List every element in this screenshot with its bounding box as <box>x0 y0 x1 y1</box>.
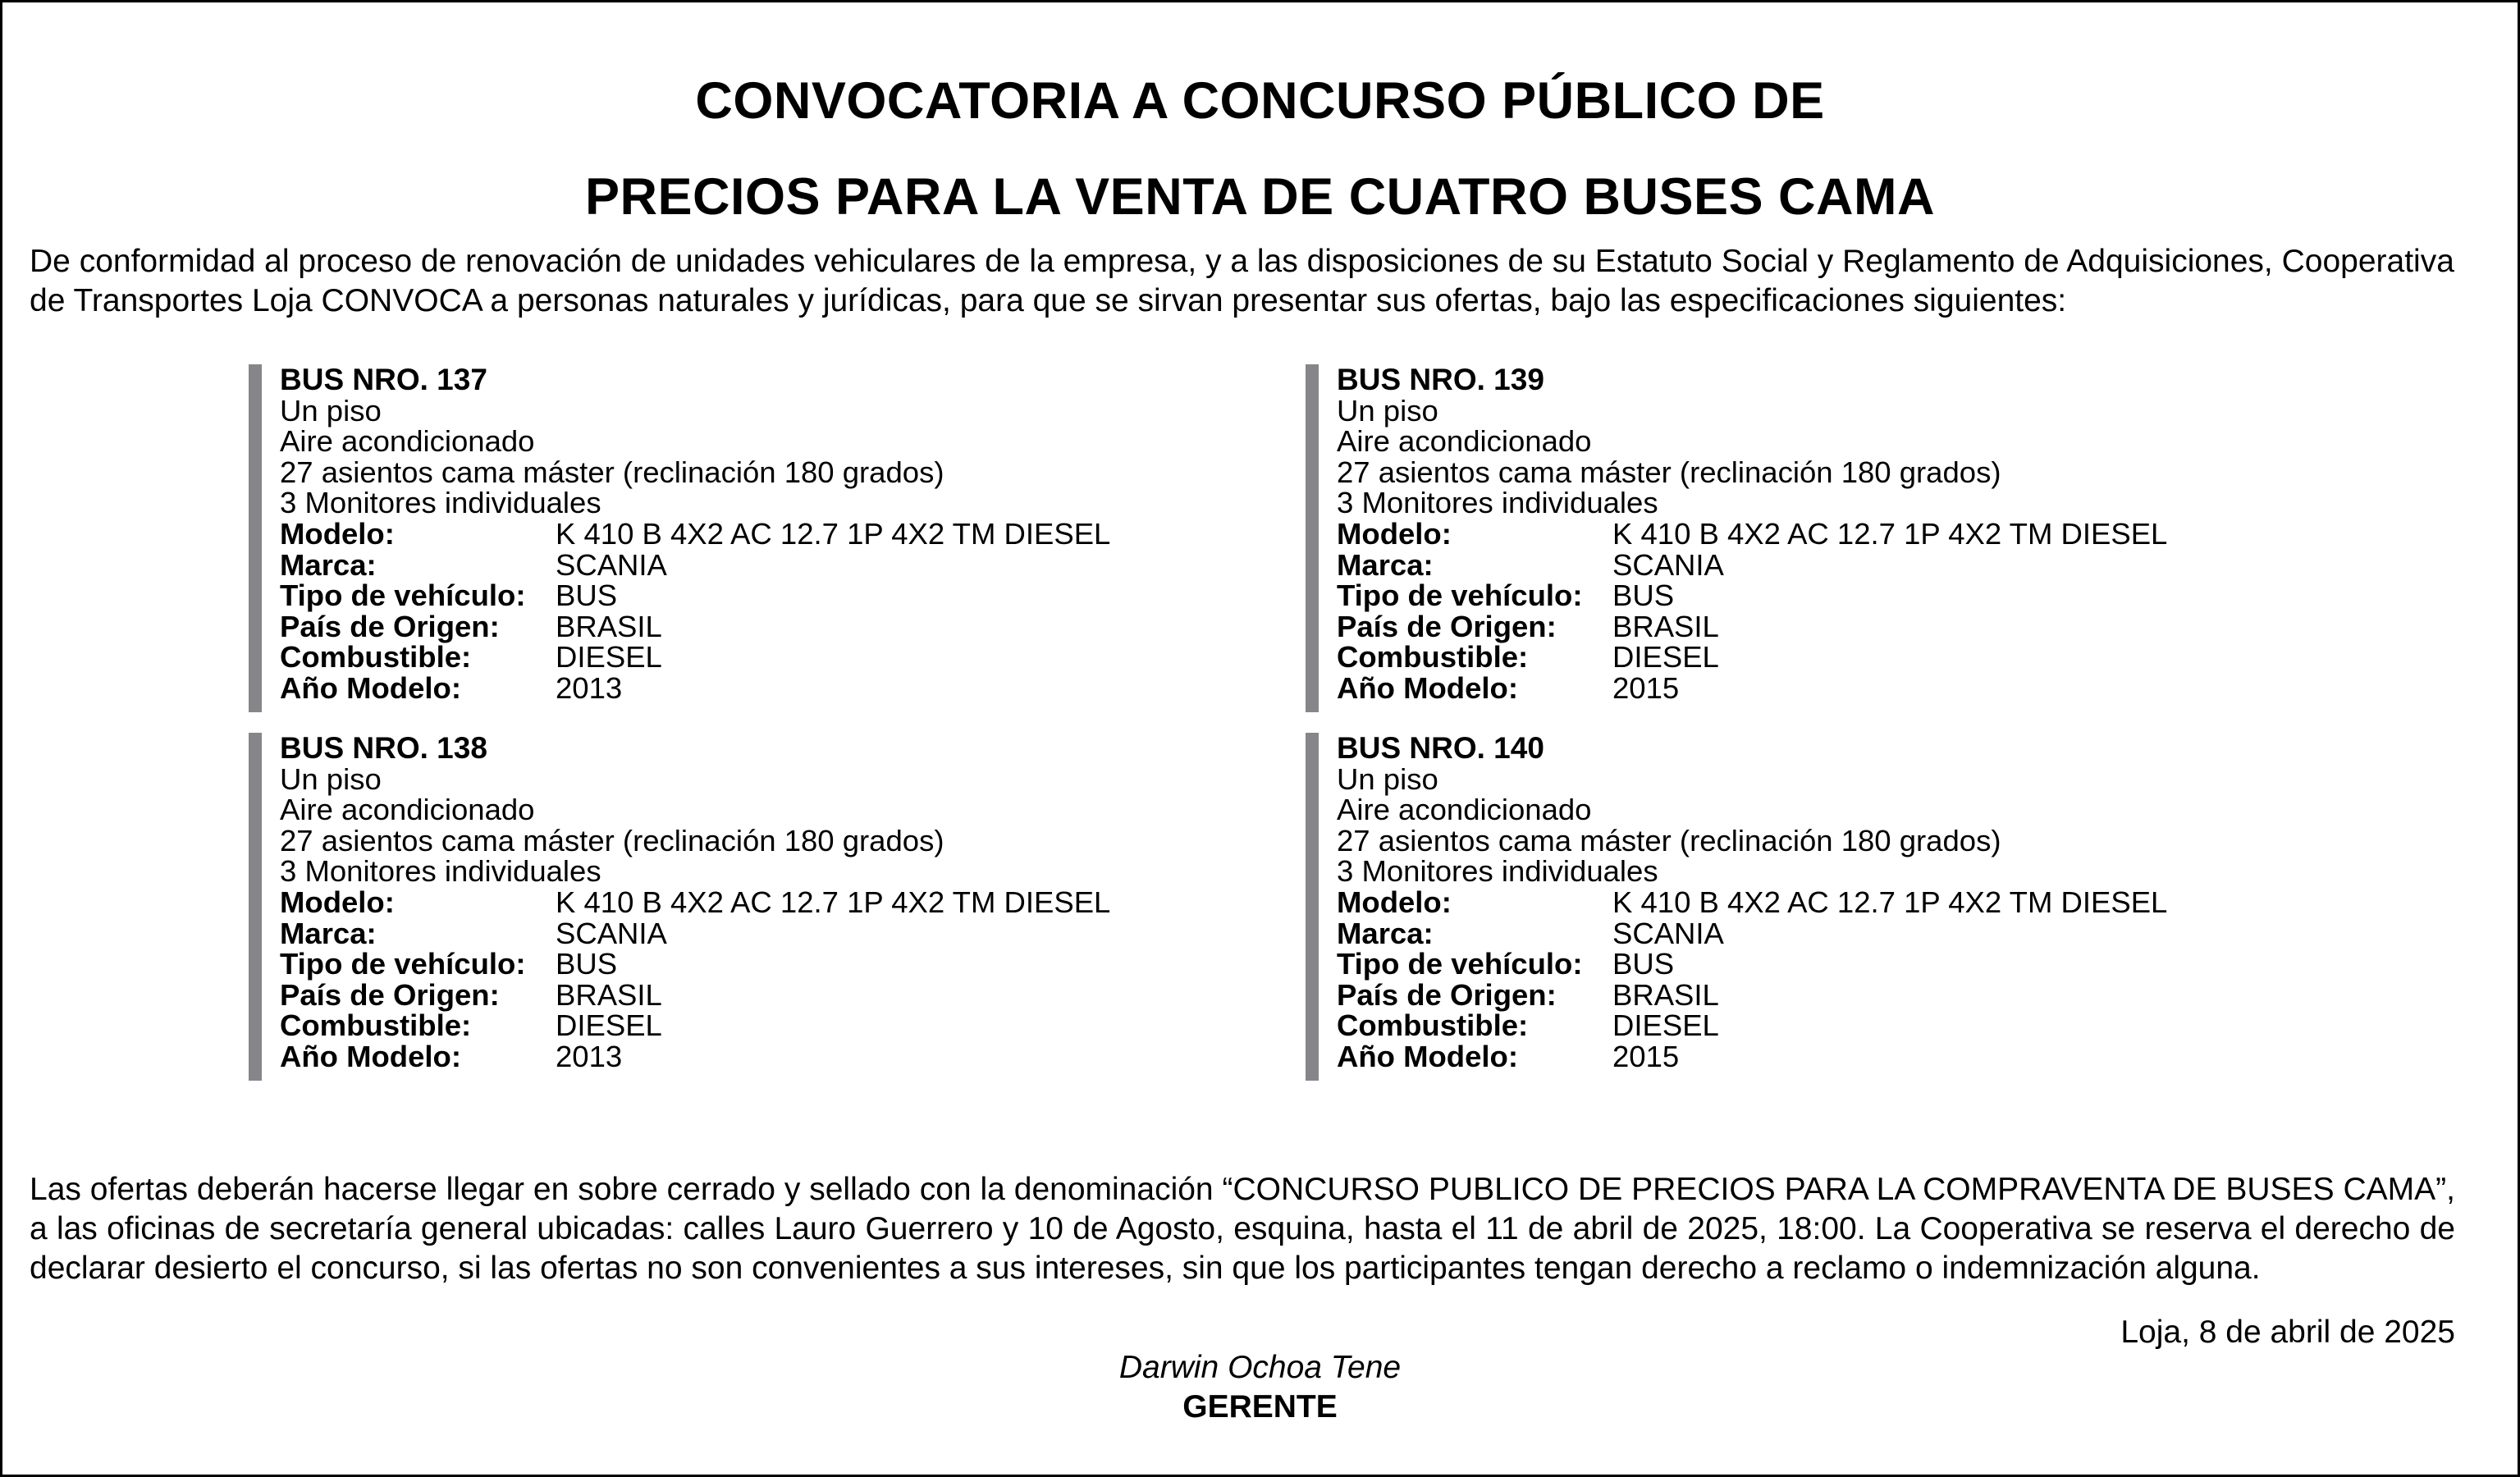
spec-label: Combustible: <box>280 1008 472 1043</box>
spec-label: Marca: <box>1337 547 1434 582</box>
title-line-1: CONVOCATORIA A CONCURSO PÚBLICO DE <box>695 72 1825 130</box>
feature-line: 3 Monitores individuales <box>280 486 601 520</box>
spec-label: País de Origen: <box>1337 609 1557 643</box>
bus-name: BUS NRO. 140 <box>1337 731 1544 765</box>
spec-value: K 410 B 4X2 AC 12.7 1P 4X2 TM DIESEL <box>1612 885 2168 919</box>
spec-value: K 410 B 4X2 AC 12.7 1P 4X2 TM DIESEL <box>1612 516 2168 551</box>
spec-label: Tipo de vehículo: <box>1337 578 1583 613</box>
spec-label: Año Modelo: <box>280 1039 461 1073</box>
bus-name: BUS NRO. 137 <box>280 363 487 396</box>
spec-value: BUS <box>1612 947 1675 981</box>
spec-value: 2013 <box>556 1039 623 1073</box>
spec-label: Año Modelo: <box>1337 670 1518 705</box>
spec-row-anio <box>280 670 1192 705</box>
place-date: Loja, 8 de abril de 2025 <box>2120 1315 2455 1350</box>
feature-line: Aire acondicionado <box>1337 424 1592 459</box>
bus-card-139 <box>1306 364 2249 712</box>
spec-row-modelo <box>1337 887 2249 918</box>
spec-value: BRASIL <box>556 609 662 643</box>
spec-value: 2015 <box>1612 1039 1680 1073</box>
feature-line: Aire acondicionado <box>1337 793 1592 827</box>
spec-label: Combustible: <box>280 640 472 674</box>
feature-line: Aire acondicionado <box>280 424 535 459</box>
spec-value: BUS <box>1612 578 1675 613</box>
bus-card-137 <box>249 364 1192 712</box>
spec-label: País de Origen: <box>280 977 500 1012</box>
spec-value: 2013 <box>556 670 623 705</box>
spec-value: DIESEL <box>1612 1008 1719 1043</box>
feature-line: Un piso <box>280 761 382 796</box>
spec-row-marca <box>280 547 1192 582</box>
spec-row-anio <box>1337 1041 2249 1072</box>
spec-value: 2015 <box>1612 670 1680 705</box>
feature-line: Aire acondicionado <box>280 793 535 827</box>
spec-label: Combustible: <box>1337 1008 1529 1043</box>
spec-value: BRASIL <box>556 977 662 1012</box>
spec-row-combustible <box>280 1010 1192 1041</box>
spec-label: Modelo: <box>1337 516 1452 551</box>
bus-card-138 <box>249 733 1192 1081</box>
spec-value: BRASIL <box>1612 977 1719 1012</box>
feature-line: 27 asientos cama máster (reclinación 180 grados) <box>1337 823 2001 857</box>
feature-line: Un piso <box>1337 761 1438 796</box>
spec-label: Combustible: <box>1337 640 1529 674</box>
spec-value: SCANIA <box>1612 916 1724 950</box>
spec-row-anio <box>280 1041 1192 1072</box>
spec-label: Año Modelo: <box>1337 1039 1518 1073</box>
spec-value: K 410 B 4X2 AC 12.7 1P 4X2 TM DIESEL <box>556 516 1111 551</box>
spec-row-tipo <box>1337 580 2249 611</box>
spec-value: K 410 B 4X2 AC 12.7 1P 4X2 TM DIESEL <box>556 885 1111 919</box>
title-line-2: PRECIOS PARA LA VENTA DE CUATRO BUSES CAMA <box>584 168 1936 226</box>
spec-row-origen <box>280 977 1192 1012</box>
spec-label: Modelo: <box>1337 885 1452 919</box>
feature-line: 3 Monitores individuales <box>1337 854 1658 889</box>
spec-value: DIESEL <box>1612 640 1719 674</box>
spec-row-tipo <box>1337 949 2249 980</box>
spec-row-modelo <box>280 516 1192 551</box>
spec-label: País de Origen: <box>1337 977 1557 1012</box>
spec-label: Modelo: <box>280 516 395 551</box>
spec-label: País de Origen: <box>280 609 500 643</box>
spec-value: BRASIL <box>1612 609 1719 643</box>
bus-name: BUS NRO. 139 <box>1337 363 1544 396</box>
spec-label: Tipo de vehículo: <box>280 947 526 981</box>
spec-row-combustible <box>1337 642 2249 673</box>
spec-label: Modelo: <box>280 885 395 919</box>
feature-line: 27 asientos cama máster (reclinación 180 grados) <box>1337 455 2001 489</box>
spec-value: BUS <box>556 578 618 613</box>
spec-label: Año Modelo: <box>280 670 461 705</box>
spec-row-marca <box>1337 918 2249 949</box>
spec-row-origen <box>280 611 1192 642</box>
feature-line: 27 asientos cama máster (reclinación 180 grados) <box>280 823 944 857</box>
spec-row-anio <box>1337 670 2249 705</box>
bus-name: BUS NRO. 138 <box>280 731 487 765</box>
intro-paragraph: De conformidad al proceso de renovación de unidades vehiculares de la empresa, y a las disposiciones de su Estatuto Social y Reglamento de Adquisiciones, Cooperativa de Transportes Loja CONVOCA a personas naturales y jurídicas, para que se sirvan presentar sus ofertas, bajo las especificaciones siguientes: <box>30 244 2454 318</box>
spec-label: Tipo de vehículo: <box>1337 947 1583 981</box>
spec-row-marca <box>280 918 1192 949</box>
closing-paragraph: Las ofertas deberán hacerse llegar en sobre cerrado y sellado con la denominación “CONCURSO PUBLICO DE PRECIOS PARA LA COMPRAVENTA DE BUSES CAMA”, a las oficinas de secretaría general ubicadas: calles Lauro Guerrero y 10 de Agosto, esquina, hasta el 11 de abril de 2025, 18:00. La Cooperativa se reserva el derecho de declarar desierto el concurso, si las ofertas no son convenientes a sus intereses, sin que los participantes tengan derecho a reclamo o indemnización alguna. <box>30 1172 2455 1286</box>
spec-row-origen <box>1337 611 2249 642</box>
spec-row-modelo <box>1337 516 2249 551</box>
spec-value: BUS <box>556 947 618 981</box>
spec-value: DIESEL <box>556 640 662 674</box>
spec-row-marca <box>1337 547 2249 582</box>
feature-line: Un piso <box>280 393 382 428</box>
feature-line: 3 Monitores individuales <box>1337 486 1658 520</box>
spec-row-combustible <box>280 642 1192 673</box>
spec-label: Marca: <box>1337 916 1434 950</box>
spec-value: SCANIA <box>556 547 667 582</box>
spec-value: DIESEL <box>556 1008 662 1043</box>
bus-card-140 <box>1306 733 2249 1081</box>
spec-label: Marca: <box>280 916 377 950</box>
spec-value: SCANIA <box>1612 547 1724 582</box>
signature-block <box>2 1348 2518 1427</box>
signer-role: GERENTE <box>1182 1389 1338 1424</box>
feature-line: 27 asientos cama máster (reclinación 180 grados) <box>280 455 944 489</box>
feature-line: 3 Monitores individuales <box>280 854 601 889</box>
feature-line: Un piso <box>1337 393 1438 428</box>
signer-name: Darwin Ochoa Tene <box>1118 1350 1402 1385</box>
spec-row-tipo <box>280 580 1192 611</box>
spec-row-combustible <box>1337 1010 2249 1041</box>
spec-row-tipo <box>280 949 1192 980</box>
spec-label: Marca: <box>280 547 377 582</box>
spec-label: Tipo de vehículo: <box>280 578 526 613</box>
notice-title <box>2 53 2518 245</box>
spec-row-modelo <box>280 887 1192 918</box>
spec-value: SCANIA <box>556 916 667 950</box>
spec-row-origen <box>1337 977 2249 1012</box>
